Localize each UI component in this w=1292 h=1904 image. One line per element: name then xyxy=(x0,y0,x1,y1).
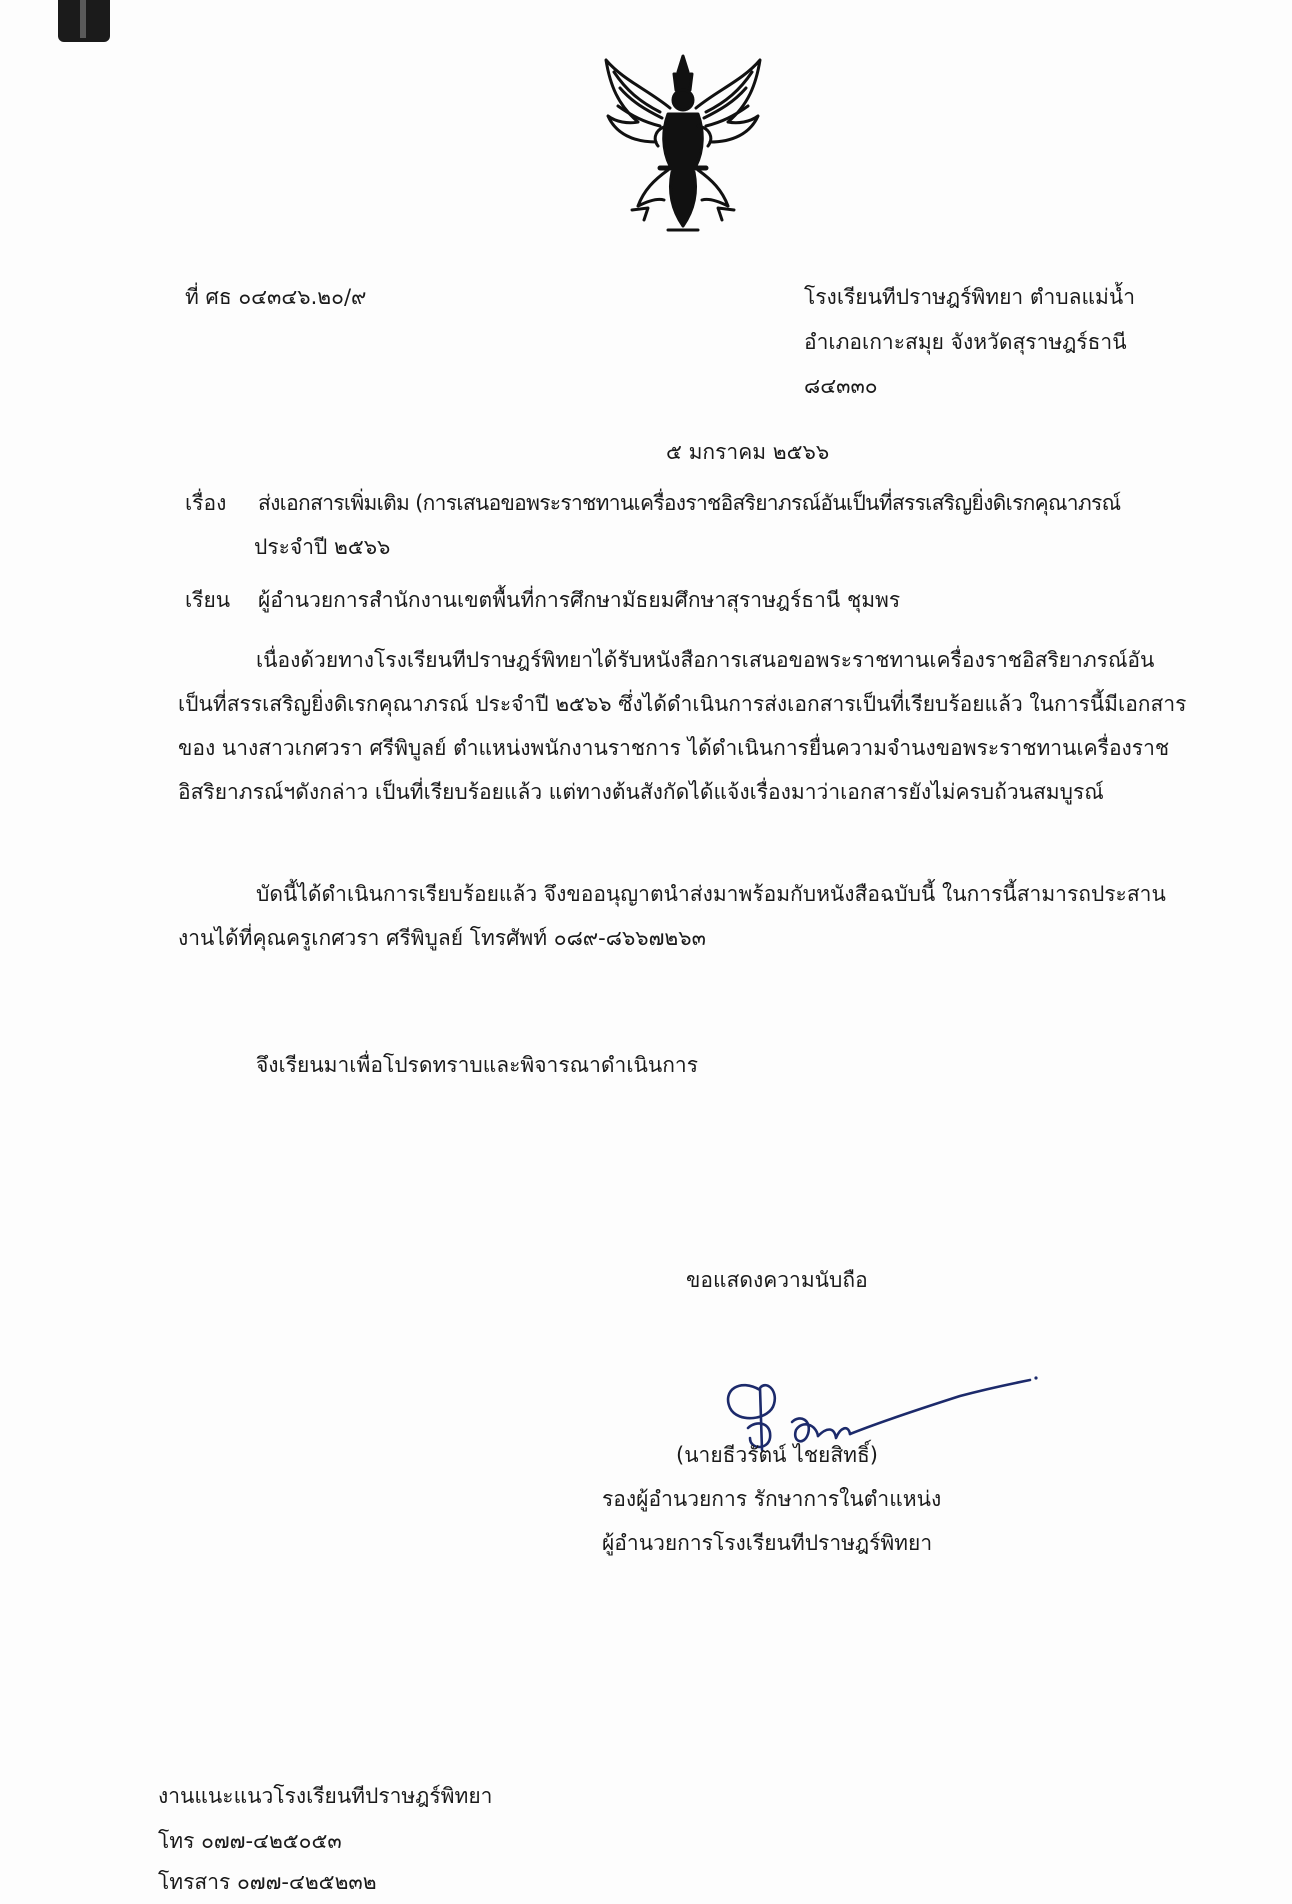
reference-number: ที่ ศธ ๐๔๓๔๖.๒๐/๙ xyxy=(185,285,367,309)
body-paragraph-2: บัดนี้ได้ดำเนินการเรียบร้อยแล้ว จึงขออนุญาตนำส่งมาพร้อมกับหนังสือฉบับนี้ ในการนี้สามารถประสานงานได้ที่คุณครูเกศวรา ศรีพิบูลย์ โทรศัพท์ ๐๘๙-๘๖๖๗๒๖๓ xyxy=(178,882,1166,950)
footer-phone: โทร ๐๗๗-๔๒๕๐๕๓ xyxy=(158,1829,342,1853)
body-paragraph-1: เนื่องด้วยทางโรงเรียนทีปราษฎร์พิทยาได้รับหนังสือการเสนอขอพระราชทานเครื่องราชอิสริยาภรณ์อันเป็นที่สรรเสริญยิ่งดิเรกคุณาภรณ์ ประจำปี ๒๕๖๖ ซึ่งได้ดำเนินการส่งเอกสารเป็นที่เรียบร้อยแล้ว ในการนี้มีเอกสารของ นางสาวเกศวรา ศรีพิบูลย์ ตำแหน่งพนักงานราชการ ได้ดำเนินการยื่นความจำนงขอพระราชทานเครื่องราชอิสริยาภรณ์ฯดังกล่าว เป็นที่เรียบร้อยแล้ว แต่ทางต้นสังกัดได้แจ้งเรื่องมาว่าเอกสารยังไม่ครบถ้วนสมบูรณ์ xyxy=(178,648,1187,804)
signatory-position-1: รองผู้อำนวยการ รักษาการในตำแหน่ง xyxy=(602,1487,942,1511)
recipient-label: เรียน xyxy=(185,588,231,612)
footer-office: งานแนะแนวโรงเรียนทีปราษฎร์พิทยา xyxy=(158,1784,493,1808)
sender-address-line-2: อำเภอเกาะสมุย จังหวัดสุราษฎร์ธานี xyxy=(804,330,1127,354)
subject-label: เรื่อง xyxy=(185,491,227,515)
letter-date: ๕ มกราคม ๒๕๖๖ xyxy=(666,440,830,464)
signatory-position-2: ผู้อำนวยการโรงเรียนทีปราษฎร์พิทยา xyxy=(602,1531,933,1555)
complimentary-close: ขอแสดงความนับถือ xyxy=(686,1268,868,1292)
footer-fax: โทรสาร ๐๗๗-๔๒๕๒๓๒ xyxy=(158,1870,377,1894)
sender-postal-code: ๘๔๓๓๐ xyxy=(804,374,878,398)
sender-address-line-1: โรงเรียนทีปราษฎร์พิทยา ตำบลแม่น้ำ xyxy=(804,285,1136,309)
subject-line-2: ประจำปี ๒๕๖๖ xyxy=(254,535,391,559)
signatory-name: (นายธีวรัตน์ ไชยสิทธิ์) xyxy=(676,1443,878,1467)
subject-line-1: ส่งเอกสารเพิ่มเติม (การเสนอขอพระราชทานเครื่องราชอิสริยาภรณ์อันเป็นที่สรรเสริญยิ่งดิเรกคุณาภรณ์ xyxy=(258,491,1121,515)
recipient-text: ผู้อำนวยการสำนักงานเขตพื้นที่การศึกษามัธยมศึกษาสุราษฎร์ธานี ชุมพร xyxy=(258,588,901,612)
scan-binder-clip-highlight xyxy=(80,0,86,38)
garuda-emblem-icon xyxy=(598,50,768,240)
closing-statement: จึงเรียนมาเพื่อโปรดทราบและพิจารณาดำเนินการ xyxy=(256,1053,698,1077)
